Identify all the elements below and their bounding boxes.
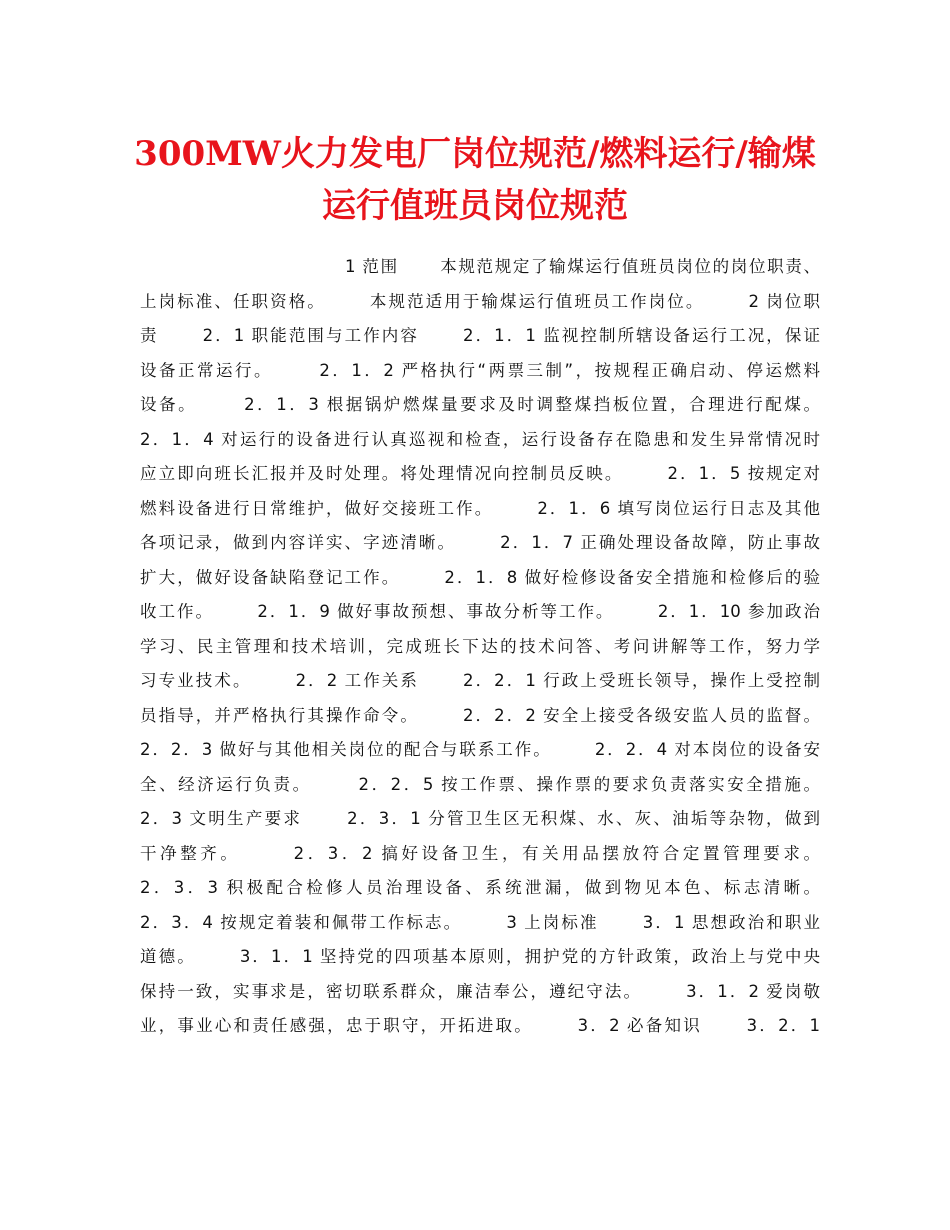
title-line-2: 运行值班员岗位规范 (322, 186, 628, 226)
body-line: 应立即向班长汇报并及时处理。将处理情况向控制员反映。 2．1．5 按规定对 (140, 464, 820, 483)
body-line: 2．3 文明生产要求 2．3．1 分管卫生区无积煤、水、灰、油垢等杂物，做到 (140, 809, 820, 828)
title-line-1: 300MW火力发电厂岗位规范/燃料运行/输煤 (134, 134, 816, 174)
body-line: 2．1．4 对运行的设备进行认真巡视和检查，运行设备存在隐患和发生异常情况时 (140, 429, 820, 449)
body-line: 1 范围 本规范规定了输煤运行值班员岗位的岗位职责、 (345, 257, 820, 276)
body-line: 设备。 2．1．3 根据锅炉燃煤量要求及时调整煤挡板位置，合理进行配煤。 (140, 395, 820, 414)
body-line: 责 2．1 职能范围与工作内容 2．1．1 监视控制所辖设备运行工况，保证 (140, 326, 820, 345)
body-line: 扩大，做好设备缺陷登记工作。 2．1．8 做好检修设备安全措施和检修后的验 (140, 567, 820, 587)
body-line: 2．3．3 积极配合检修人员治理设备、系统泄漏，做到物见本色、标志清晰。 (140, 878, 820, 897)
body-line: 习专业技术。 2．2 工作关系 2．2．1 行政上受班长领导，操作上受控制 (140, 671, 820, 690)
document-body (140, 250, 820, 1044)
body-line: 全、经济运行负责。 2．2．5 按工作票、操作票的要求负责落实安全措施。 (140, 774, 820, 794)
body-line: 保持一致，实事求是，密切联系群众，廉洁奉公，遵纪守法。 3．1．2 爱岗敬 (140, 981, 820, 1001)
body-line: 干净整齐。 2．3．2 搞好设备卫生，有关用品摆放符合定置管理要求。 (140, 843, 820, 863)
body-line: 2．2．3 做好与其他相关岗位的配合与联系工作。 2．2．4 对本岗位的设备安 (140, 740, 820, 759)
body-line: 学习、民主管理和技术培训，完成班长下达的技术问答、考问讲解等工作，努力学 (140, 636, 820, 656)
body-line: 2．3．4 按规定着装和佩带工作标志。 3 上岗标准 3．1 思想政治和职业 (140, 912, 820, 932)
body-line: 道德。 3．1．1 坚持党的四项基本原则，拥护党的方针政策，政治上与党中央 (140, 947, 820, 966)
body-line: 各项记录，做到内容详实、字迹清晰。 2．1．7 正确处理设备故障，防止事故 (140, 533, 820, 552)
body-line: 业，事业心和责任感强，忠于职守，开拓进取。 3．2 必备知识 3．2．1 (140, 1016, 820, 1035)
body-line: 员指导，并严格执行其操作命令。 2．2．2 安全上接受各级安监人员的监督。 (140, 705, 820, 725)
body-line: 收工作。 2．1．9 做好事故预想、事故分析等工作。 2．1．10 参加政治 (140, 602, 820, 621)
body-line: 上岗标准、任职资格。 本规范适用于输煤运行值班员工作岗位。 2 岗位职 (140, 291, 820, 311)
body-line: 燃料设备进行日常维护，做好交接班工作。 2．1．6 填写岗位运行日志及其他 (140, 498, 820, 518)
body-line: 设备正常运行。 2．1．2 严格执行“两票三制”，按规程正确启动、停运燃料 (140, 360, 820, 380)
document-title (100, 128, 850, 232)
